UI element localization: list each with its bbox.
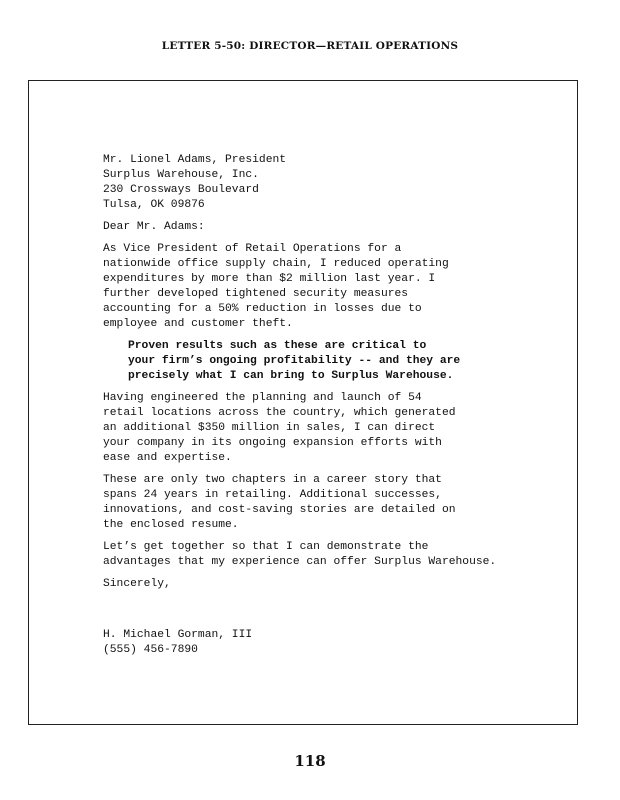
paragraph-line: As Vice President of Retail Operations for a: [103, 243, 402, 255]
recipient-line: Surplus Warehouse, Inc.: [103, 169, 259, 181]
paragraph-line: expenditures by more than $2 million last year. I: [103, 273, 436, 285]
paragraph-line: further developed tightened security measures: [103, 288, 409, 300]
paragraph-1: [103, 242, 563, 332]
paragraph-line: the enclosed resume.: [103, 519, 239, 531]
paragraph-line: accounting for a 50% reduction in losses due to: [103, 303, 422, 315]
recipient-line: Mr. Lionel Adams, President: [103, 154, 287, 166]
signature-name: H. Michael Gorman, III: [103, 629, 253, 641]
paragraph-line: nationwide office supply chain, I reduced operating: [103, 258, 449, 270]
letter-body: [103, 153, 563, 665]
recipient-line: 230 Crossways Boulevard: [103, 184, 259, 196]
paragraph-line: Having engineered the planning and launch of 54: [103, 392, 422, 404]
paragraph-line: These are only two chapters in a career story that: [103, 474, 442, 486]
salutation-text: Dear Mr. Adams:: [103, 221, 205, 233]
paragraph-line: spans 24 years in retailing. Additional successes,: [103, 489, 442, 501]
page-number: 118: [294, 752, 326, 770]
paragraph-line: innovations, and cost-saving stories are detailed on: [103, 504, 456, 516]
salutation: [103, 220, 563, 235]
paragraph-line: an additional $350 million in sales, I can direct: [103, 422, 436, 434]
callout-line: your firm’s ongoing profitability -- and they are: [128, 355, 461, 367]
paragraph-2: [103, 391, 563, 466]
paragraph-line: Let’s get together so that I can demonstrate the: [103, 541, 429, 553]
callout-line: Proven results such as these are critical to: [128, 340, 427, 352]
paragraph-4: [103, 540, 563, 570]
bold-callout: [128, 339, 563, 384]
closing-text: Sincerely,: [103, 578, 171, 590]
recipient-address: [103, 153, 563, 213]
paragraph-line: your company in its ongoing expansion efforts with: [103, 437, 442, 449]
signature-block: [103, 628, 563, 658]
paragraph-line: advantages that my experience can offer Surplus Warehouse.: [103, 556, 497, 568]
paragraph-line: employee and customer theft.: [103, 318, 293, 330]
paragraph-3: [103, 473, 563, 533]
page-header-title: LETTER 5-50: DIRECTOR—RETAIL OPERATIONS: [161, 40, 459, 52]
closing: [103, 577, 563, 592]
paragraph-line: retail locations across the country, which generated: [103, 407, 456, 419]
recipient-line: Tulsa, OK 09876: [103, 199, 205, 211]
signature-phone: (555) 456-7890: [103, 644, 198, 656]
paragraph-line: ease and expertise.: [103, 452, 232, 464]
callout-line: precisely what I can bring to Surplus Warehouse.: [128, 370, 454, 382]
